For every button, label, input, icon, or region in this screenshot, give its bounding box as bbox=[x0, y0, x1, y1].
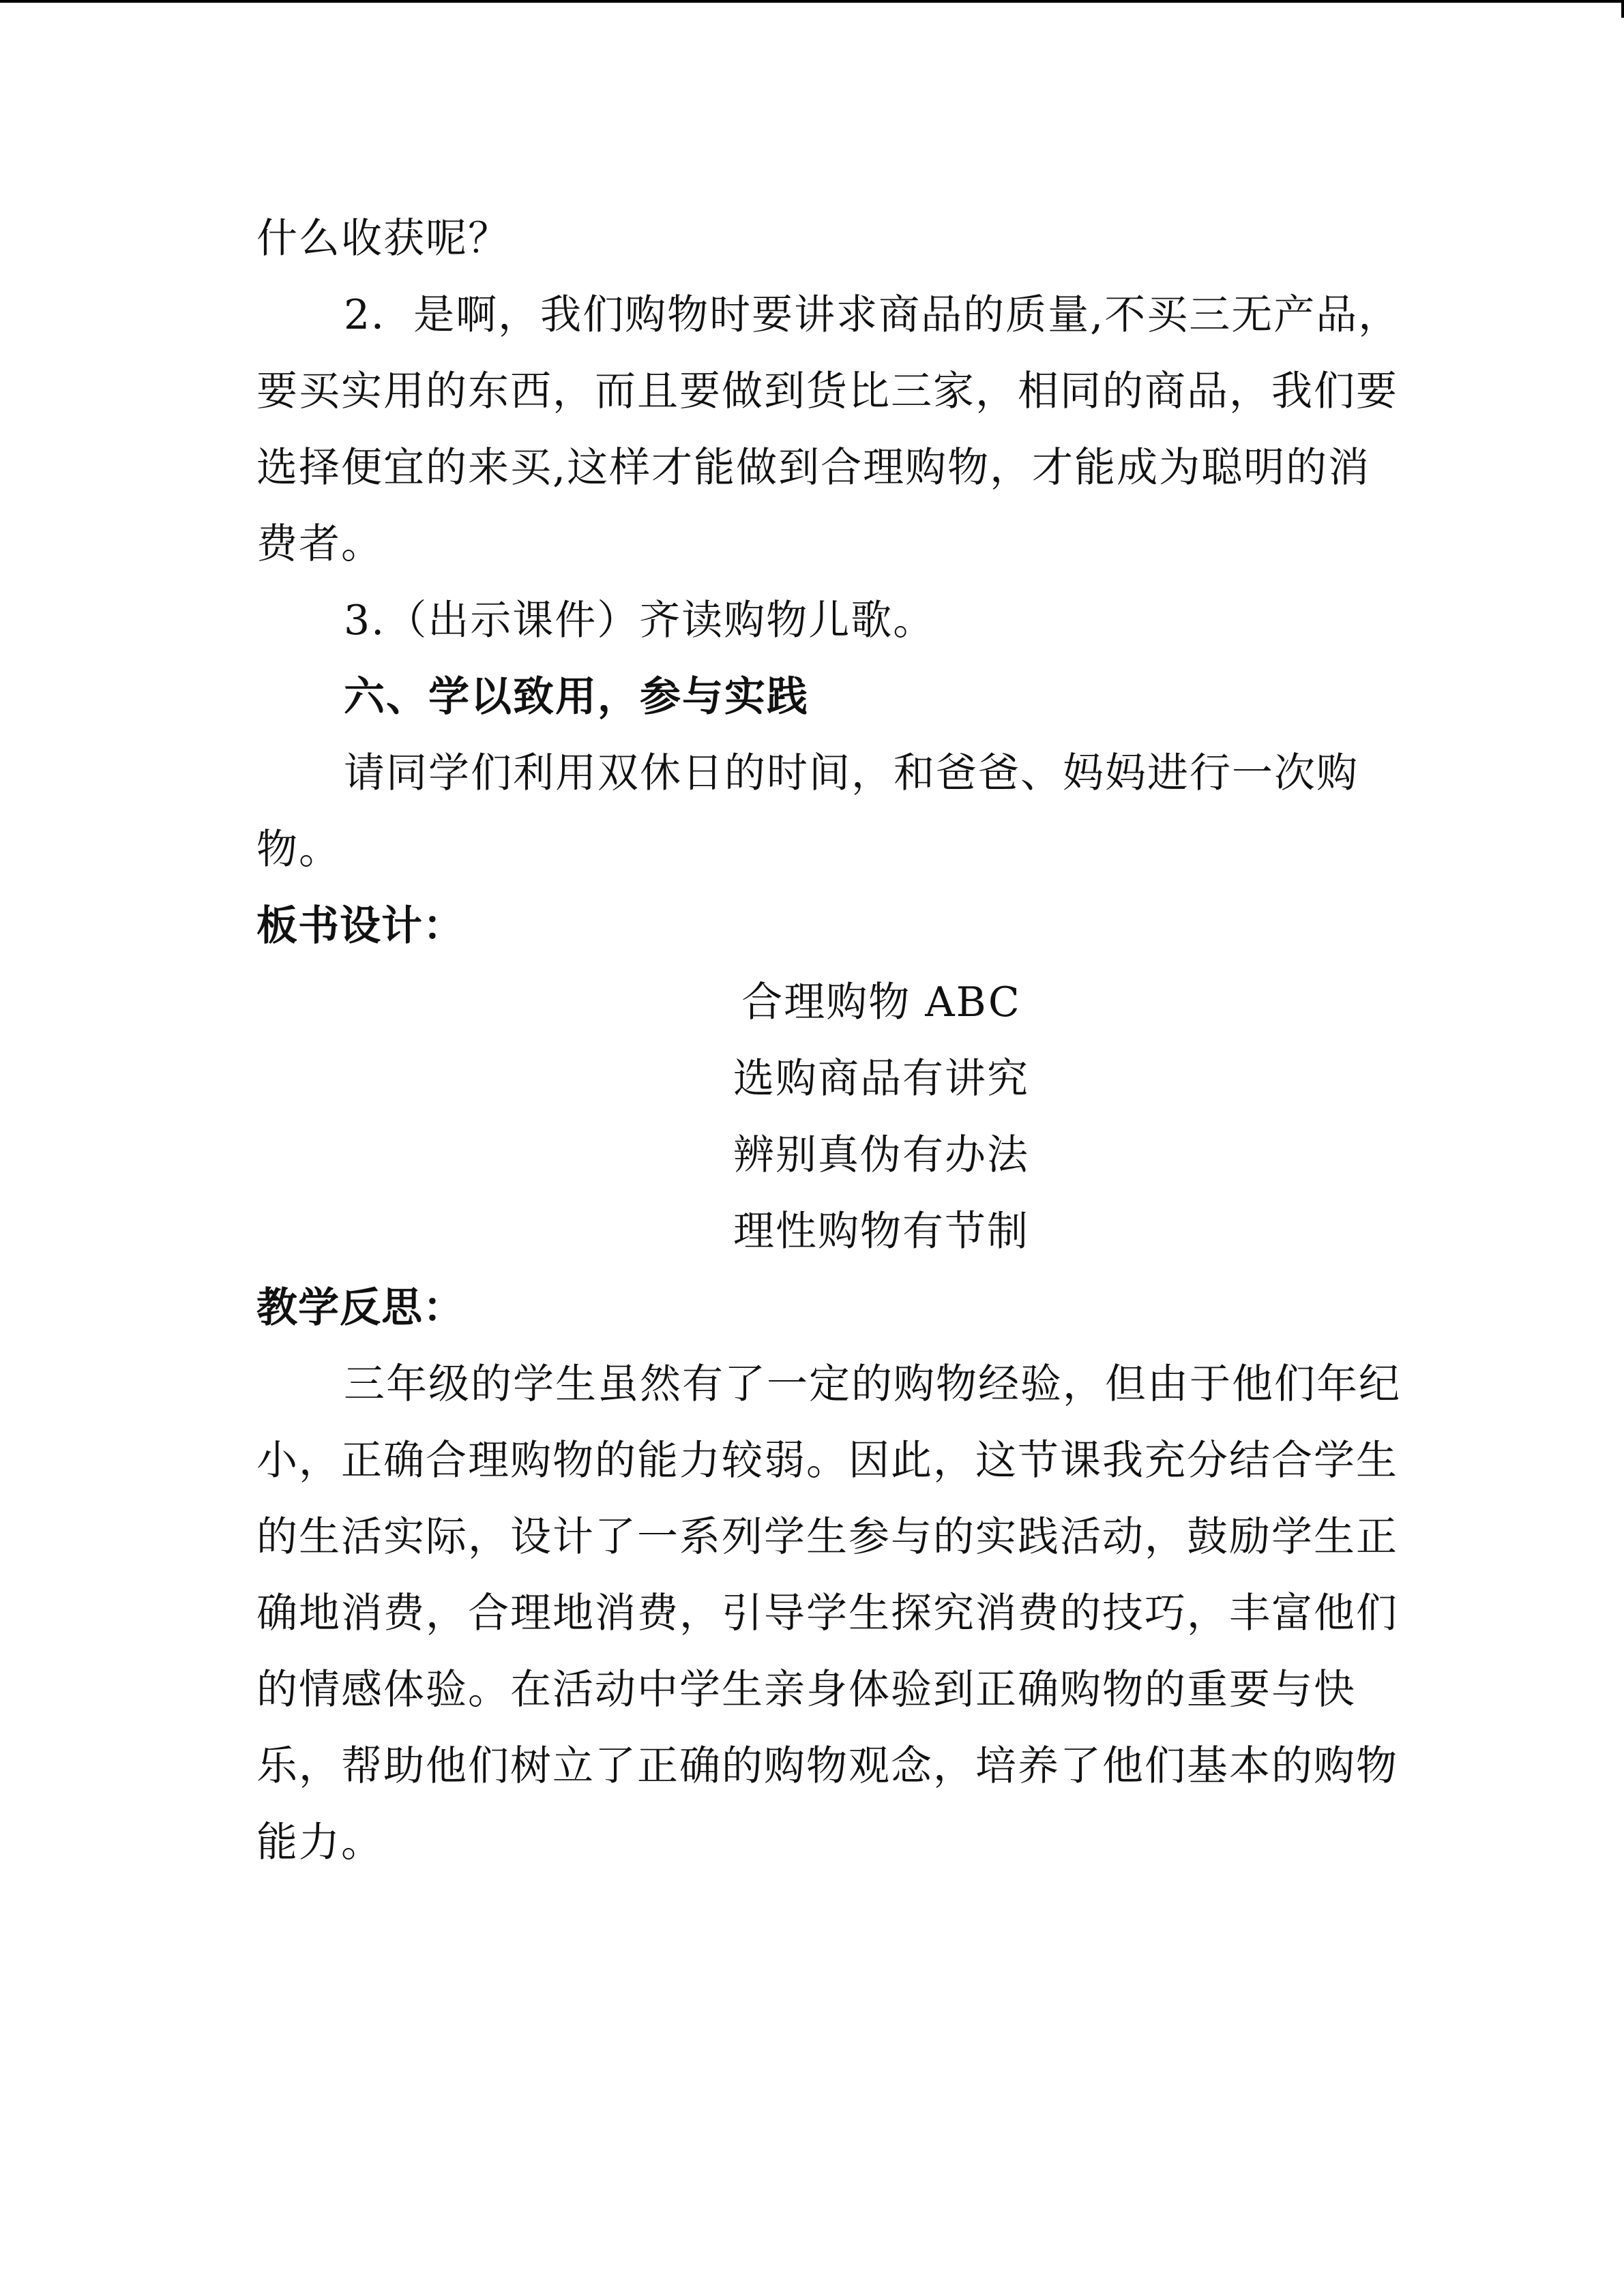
paragraph-line: 小，正确合理购物的能力较弱。因此，这节课我充分结合学生 bbox=[256, 1437, 1398, 1485]
paragraph-line: 的生活实际，设计了一系列学生参与的实践活动，鼓励学生正 bbox=[256, 1513, 1398, 1561]
paragraph-line: 的情感体验。在活动中学生亲身体验到正确购物的重要与快 bbox=[256, 1666, 1356, 1714]
paragraph-line: 什么收获呢？ bbox=[256, 215, 510, 263]
reflection-label: 教学反思： bbox=[256, 1284, 464, 1332]
paragraph-line: 2．是啊，我们购物时要讲求商品的质量,不买三无产品， bbox=[344, 291, 1401, 339]
paragraph-line: 能力。 bbox=[256, 1819, 383, 1866]
section-heading: 六、学以致用，参与实践 bbox=[344, 673, 809, 721]
paragraph-line: 请同学们利用双休日的时间，和爸爸、妈妈进行一次购 bbox=[344, 749, 1359, 797]
paragraph-line: 要买实用的东西，而且要做到货比三家，相同的商品，我们要 bbox=[256, 368, 1398, 415]
document-page bbox=[256, 200, 1443, 1881]
paragraph-line: 费者。 bbox=[256, 520, 383, 568]
right-edge-mark bbox=[1621, 0, 1624, 18]
top-border-line bbox=[0, 0, 1624, 3]
board-design-label: 板书设计： bbox=[256, 902, 464, 950]
paragraph-line: 三年级的学生虽然有了一定的购物经验，但由于他们年纪 bbox=[344, 1360, 1401, 1408]
paragraph-line: 3.（出示课件）齐读购物儿歌。 bbox=[344, 597, 936, 644]
paragraph-line: 物。 bbox=[256, 826, 341, 874]
board-line: 合理购物 ABC bbox=[741, 979, 1021, 1026]
paragraph-line: 选择便宜的来买,这样才能做到合理购物，才能成为聪明的消 bbox=[256, 444, 1371, 492]
board-line: 辨别真伪有办法 bbox=[733, 1131, 1029, 1179]
paragraph-line: 确地消费，合理地消费，引导学生探究消费的技巧，丰富他们 bbox=[256, 1590, 1398, 1637]
board-line: 选购商品有讲究 bbox=[733, 1055, 1029, 1103]
board-line: 理性购物有节制 bbox=[733, 1208, 1029, 1255]
paragraph-line: 乐，帮助他们树立了正确的购物观念，培养了他们基本的购物 bbox=[256, 1742, 1398, 1790]
